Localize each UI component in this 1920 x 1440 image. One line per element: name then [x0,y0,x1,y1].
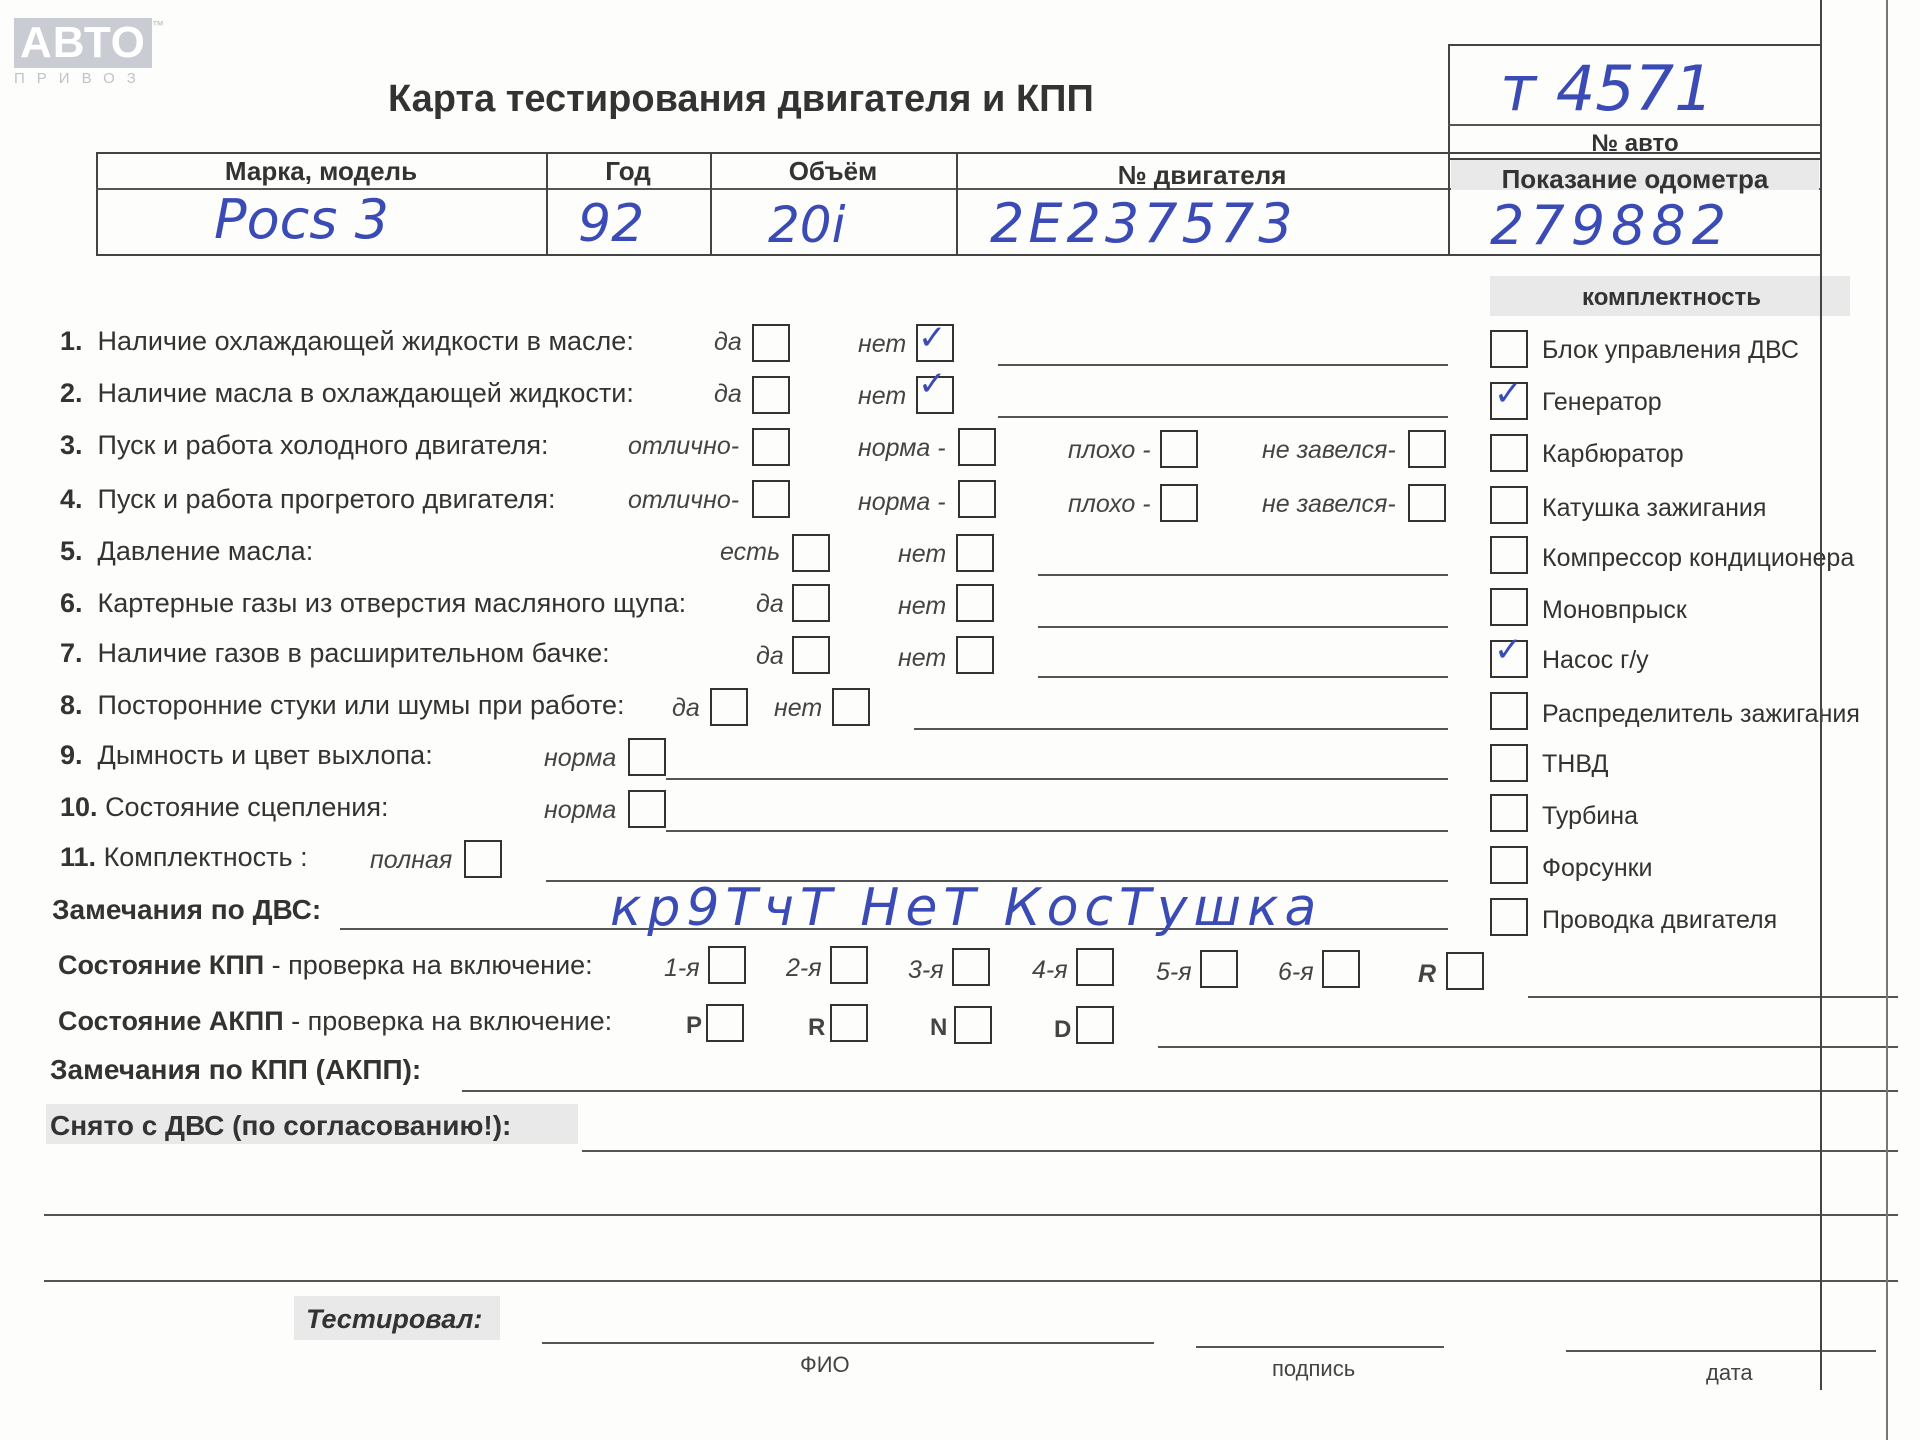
gear-4-checkbox[interactable] [1076,948,1114,986]
logo-text: АВТО [14,18,152,68]
value-volume: 20i [768,196,846,254]
gear-5-checkbox[interactable] [1200,950,1238,988]
row3-nostart-label: не завелся- [1262,436,1396,464]
row9-norm-label: норма [544,744,617,772]
row1-no-label: нет [858,330,907,358]
kit-checkbox-1[interactable] [1490,330,1528,368]
kit-label-7: Насос г/у [1542,646,1649,674]
header-col-odometer: Показание одометра [1501,164,1769,194]
row4-excellent-label: отлично- [628,486,740,514]
akpp-n-checkbox[interactable] [954,1006,992,1044]
row5-yes-checkbox[interactable] [792,534,830,572]
row4-nostart-label: не завелся- [1262,490,1396,518]
page-edge-line [1820,0,1822,1390]
row4-nostart-checkbox[interactable] [1408,484,1446,522]
row2-yes-checkbox[interactable] [752,376,790,414]
row5-no-checkbox[interactable] [956,534,994,572]
item-4: 4. Пуск и работа прогретого двигателя: [60,484,556,514]
gear-3-label: 3-я [908,956,944,984]
kit-check-2: ✓ [1494,374,1523,414]
kit-checkbox-6[interactable] [1490,588,1528,626]
row7-yes-label: да [756,642,784,670]
item-5: 5. Давление масла: [60,536,314,566]
kit-checkbox-3[interactable] [1490,434,1528,472]
row5-yes-label: есть [720,538,781,566]
kit-checkbox-10[interactable] [1490,794,1528,832]
kit-label-2: Генератор [1542,388,1662,416]
item-3: 3. Пуск и работа холодного двигателя: [60,430,549,460]
logo-tm: ™ [151,18,164,32]
row1-no-check: ✓ [918,318,947,358]
kit-check-7: ✓ [1494,630,1523,670]
item-9: 9. Дымность и цвет выхлопа: [60,740,433,770]
value-model: Pocs 3 [214,188,389,251]
row3-norm-label: норма - [858,434,946,462]
row4-bad-checkbox[interactable] [1160,484,1198,522]
gear-3-checkbox[interactable] [952,948,990,986]
header-col-volume: Объём [788,156,878,186]
row8-no-label: нет [774,694,823,722]
row4-norm-checkbox[interactable] [958,480,996,518]
kit-checkbox-11[interactable] [1490,846,1528,884]
date-label: дата [1706,1360,1753,1385]
item-1: 1. Наличие охлаждающей жидкости в масле: [60,326,634,356]
row10-norm-label: норма [544,796,617,824]
logo [14,18,164,87]
item-10: 10. Состояние сцепления: [60,792,389,822]
header-col-model: Марка, модель [224,156,418,186]
remarks-label: Замечания по ДВС: [52,894,322,925]
kit-label-11: Форсунки [1542,854,1653,882]
akpp-label: Состояние АКПП - проверка на включение: [58,1006,613,1036]
value-odometer: 279882 [1490,194,1733,257]
row2-yes-label: да [714,380,742,408]
row11-full-label: полная [370,846,453,874]
kit-label-3: Карбюратор [1542,440,1684,468]
kpp-remarks-label: Замечания по КПП (АКПП): [50,1054,422,1085]
row4-excellent-checkbox[interactable] [752,480,790,518]
value-year: 92 [578,194,645,254]
logo-sub: ПРИВОЗ [14,70,148,87]
kit-checkbox-12[interactable] [1490,898,1528,936]
item-6: 6. Картерные газы из отверстия масляного щупа: [60,588,687,618]
kit-checkbox-5[interactable] [1490,536,1528,574]
item-7: 7. Наличие газов в расширительном бачке: [60,638,610,668]
kit-label-5: Компрессор кондиционера [1542,544,1855,572]
row2-no-label: нет [858,382,907,410]
kit-label-9: ТНВД [1542,750,1609,778]
akpp-d-checkbox[interactable] [1076,1006,1114,1044]
akpp-n-label: N [930,1014,948,1041]
row3-norm-checkbox[interactable] [958,428,996,466]
gear-r-checkbox[interactable] [1446,952,1484,990]
row7-yes-checkbox[interactable] [792,636,830,674]
row8-no-checkbox[interactable] [832,688,870,726]
removed-label: Снято с ДВС (по согласованию!): [50,1110,512,1141]
kit-checkbox-9[interactable] [1490,744,1528,782]
item-8: 8. Посторонние стуки или шумы при работе: [60,690,625,720]
gear-1-label: 1-я [664,954,700,982]
gear-2-label: 2-я [786,954,822,982]
row2-no-check: ✓ [918,364,947,404]
car-number-box [1448,44,1822,160]
kit-label-12: Проводка двигателя [1542,906,1778,934]
row1-yes-label: да [714,328,742,356]
row6-no-checkbox[interactable] [956,584,994,622]
row8-yes-checkbox[interactable] [710,688,748,726]
fio-label: ФИО [800,1352,850,1377]
row1-yes-checkbox[interactable] [752,324,790,362]
row10-norm-checkbox[interactable] [628,790,666,828]
gear-6-label: 6-я [1278,958,1314,986]
gear-6-checkbox[interactable] [1322,950,1360,988]
kit-label-8: Распределитель зажигания [1542,700,1860,728]
row8-yes-label: да [672,694,700,722]
row3-excellent-label: отлично- [628,432,740,460]
page-edge-line-outer [1886,0,1888,1440]
kit-label-1: Блок управления ДВС [1542,336,1799,364]
kit-checkbox-8[interactable] [1490,692,1528,730]
kit-title: комплектность [1582,284,1762,311]
gear-4-label: 4-я [1032,956,1068,984]
akpp-r-checkbox[interactable] [830,1004,868,1042]
row6-no-label: нет [898,592,947,620]
value-engine-no: 2E237573 [990,192,1297,255]
car-number-label: № авто [1591,130,1679,157]
akpp-d-label: D [1054,1016,1072,1043]
row6-yes-label: да [756,590,784,618]
gear-r-label: R [1418,960,1437,988]
kpp-label: Состояние КПП - проверка на включение: [58,950,593,980]
car-number-value: т 4571 [1500,52,1714,125]
akpp-p-label: P [686,1012,703,1039]
row11-full-checkbox[interactable] [464,840,502,878]
row3-excellent-checkbox[interactable] [752,428,790,466]
kit-checkbox-4[interactable] [1490,486,1528,524]
item-11: 11. Комплектность : [60,842,308,872]
akpp-p-checkbox[interactable] [706,1004,744,1042]
row5-no-label: нет [898,540,947,568]
row3-nostart-checkbox[interactable] [1408,430,1446,468]
gear-5-label: 5-я [1156,958,1192,986]
tested-label: Тестировал: [306,1304,483,1334]
remarks-value: кр9ТчТ НеТ КосТушка [610,878,1323,938]
kit-label-4: Катушка зажигания [1542,494,1767,522]
signature-label: подпись [1272,1356,1356,1381]
row9-norm-checkbox[interactable] [628,738,666,776]
page-title: Карта тестирования двигателя и КПП [388,78,1094,120]
row6-yes-checkbox[interactable] [792,584,830,622]
akpp-r-label: R [808,1014,826,1041]
row4-norm-label: норма - [858,488,946,516]
row4-bad-label: плохо - [1068,490,1151,518]
gear-1-checkbox[interactable] [708,946,746,984]
row3-bad-checkbox[interactable] [1160,430,1198,468]
kit-label-10: Турбина [1542,802,1638,830]
item-2: 2. Наличие масла в охлаждающей жидкости: [60,378,634,408]
header-col-year: Год [605,156,651,186]
kit-label-6: Моновпрыск [1542,596,1687,624]
header-col-engine-no: № двигателя [1117,160,1287,190]
gear-2-checkbox[interactable] [830,946,868,984]
row7-no-label: нет [898,644,947,672]
row3-bad-label: плохо - [1068,436,1151,464]
row7-no-checkbox[interactable] [956,636,994,674]
